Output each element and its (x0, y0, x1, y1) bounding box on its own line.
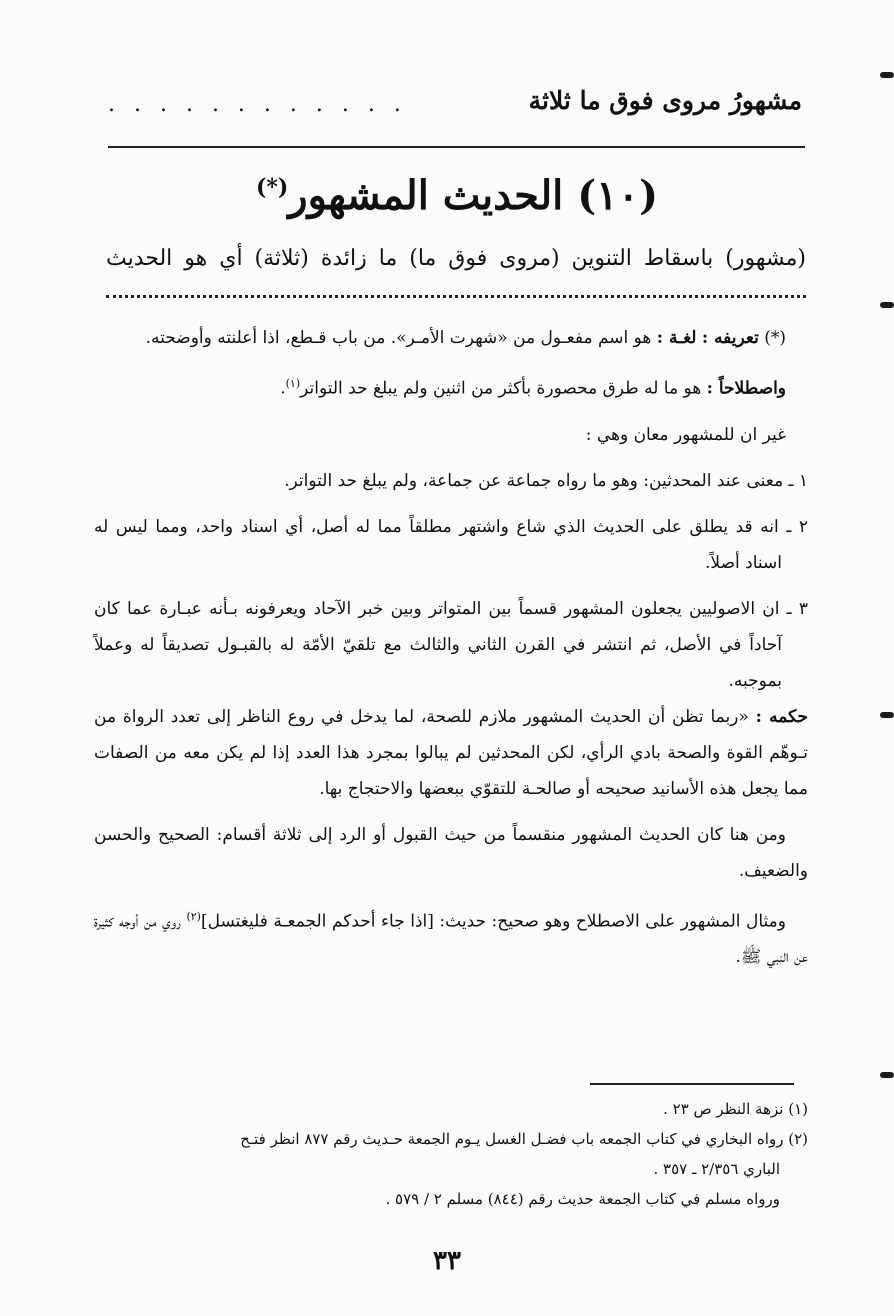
meaning-item-1: ١ ـ معنى عند المحدثين: وهو ما رواه جماعة عن جماعة، ولم يبلغ حد التواتر. (284, 470, 808, 491)
meaning-item-3: ٣ ـ ان الاصوليين يجعلون المشهور قسماً بين المتواتر وبين خبر الآحاد ويعرفونه بـأنه عبـارة عما كان آحاداً في الأصل، ثم انتشر في القرن الثاني والثالث مع تلقيّ الأمّة له بالقبـول تصديقاً له وعملاً بموجبه. (94, 598, 808, 691)
footnote-2-continued: الباري ٢/٣٥٦ ـ ٣٥٧ . (653, 1160, 780, 1178)
istilah-text: هو ما له طرق محصورة بأكثر من اثنين ولم يبلغ حد التواتر (300, 378, 702, 399)
footnote-1: (١) نزهة النظر ص ٢٣ . (663, 1100, 808, 1118)
header-rule (108, 146, 805, 148)
footnote-ref-1: (١) (285, 377, 301, 390)
footnote-rule (590, 1083, 794, 1085)
page-number: ٣٣ (433, 1246, 461, 1276)
main-text (94, 320, 808, 985)
meaning-item-2: ٢ ـ انه قد يطلق على الحديث الذي شاع واشتهر مطلقاً مما له أصل، أي اسناد واحد، ومما ليس له اسناد أصلاً. (94, 516, 808, 573)
example-end: روي من أوجه كثيرة عن النبي ﷺ. (94, 911, 808, 968)
division-paragraph: ومن هنا كان الحديث المشهور منقسماً من حيث القبول أو الرد إلى ثلاثة أقسام: الصحيح والحسن والضعيف. (94, 824, 808, 881)
chapter-title (108, 172, 806, 219)
footnote-ref-2: (٢) (186, 909, 201, 923)
definition-istilah (94, 366, 808, 407)
scan-edge-mark (880, 712, 894, 718)
definition-lughah (94, 320, 808, 356)
running-header-dots: . . . . . . . . . . . . (108, 92, 407, 117)
dotted-separator (106, 295, 806, 298)
scan-edge-mark (880, 302, 894, 308)
running-header-verse: مشهورُ مروى فوق ما ثلاثة (528, 86, 802, 115)
scan-edge-mark (880, 1072, 894, 1078)
lughah-text: هو اسم مفعـول من «شهرت الأمـر». من باب قـطع، اذا أعلنته وأوضحته. (145, 328, 652, 348)
footnote-2: (٢) رواه البخاري في كتاب الجمعه باب فضـل الغسل يـوم الجمعة حـديث رقم ٨٧٧ انظر فتـح (240, 1130, 808, 1148)
definition-prefix: (*) (764, 328, 786, 348)
istilah-label: واصطلاحاً : (706, 378, 786, 399)
hukm-paragraph (94, 699, 808, 807)
running-header (108, 86, 802, 130)
verse-commentary-line: (مشهور) باسقاط التنوين (مروى فوق ما) ما زائدة (ثلاثة) أي هو الحديث (106, 246, 806, 271)
meanings-intro: غير ان للمشهور معان وهي : (585, 424, 786, 445)
chapter-title-marker: (*) (255, 174, 289, 201)
lughah-label: لغـة : (656, 328, 697, 348)
footnote-2-muslim: ورواه مسلم في كتاب الجمعة حديث رقم (٨٤٤) مسلم ٢ / ٥٧٩ . (385, 1190, 780, 1208)
example-text: ومثال المشهور على الاصطلاح وهو صحيح: حديث: [اذا جاء أحدكم الجمعـة فليغتسل] (200, 911, 786, 932)
scan-edge-mark (880, 72, 894, 78)
hukm-label: حكمه : (755, 706, 808, 727)
example-paragraph (94, 899, 808, 976)
definition-label: تعريفه : (701, 328, 759, 348)
hukm-text: «ربما تظن أن الحديث المشهور ملازم للصحة، لما يدخل في روع الناظر إلى تعدد الرواة من تـوهّم القوة والصحة بادي الرأي، لكن المحدثين لم يبالوا بمجرد هذا العدد إذا لم يكن معه من الصفات مما يجعل هذه الأسانيد صحيحه أو صالحـة للتقوّي ببعضها والاحتجاج بها. (94, 706, 808, 799)
footnotes (96, 1094, 808, 1214)
istilah-end: . (280, 378, 286, 399)
chapter-title-text: (١٠) الحديث المشهور (288, 172, 659, 219)
